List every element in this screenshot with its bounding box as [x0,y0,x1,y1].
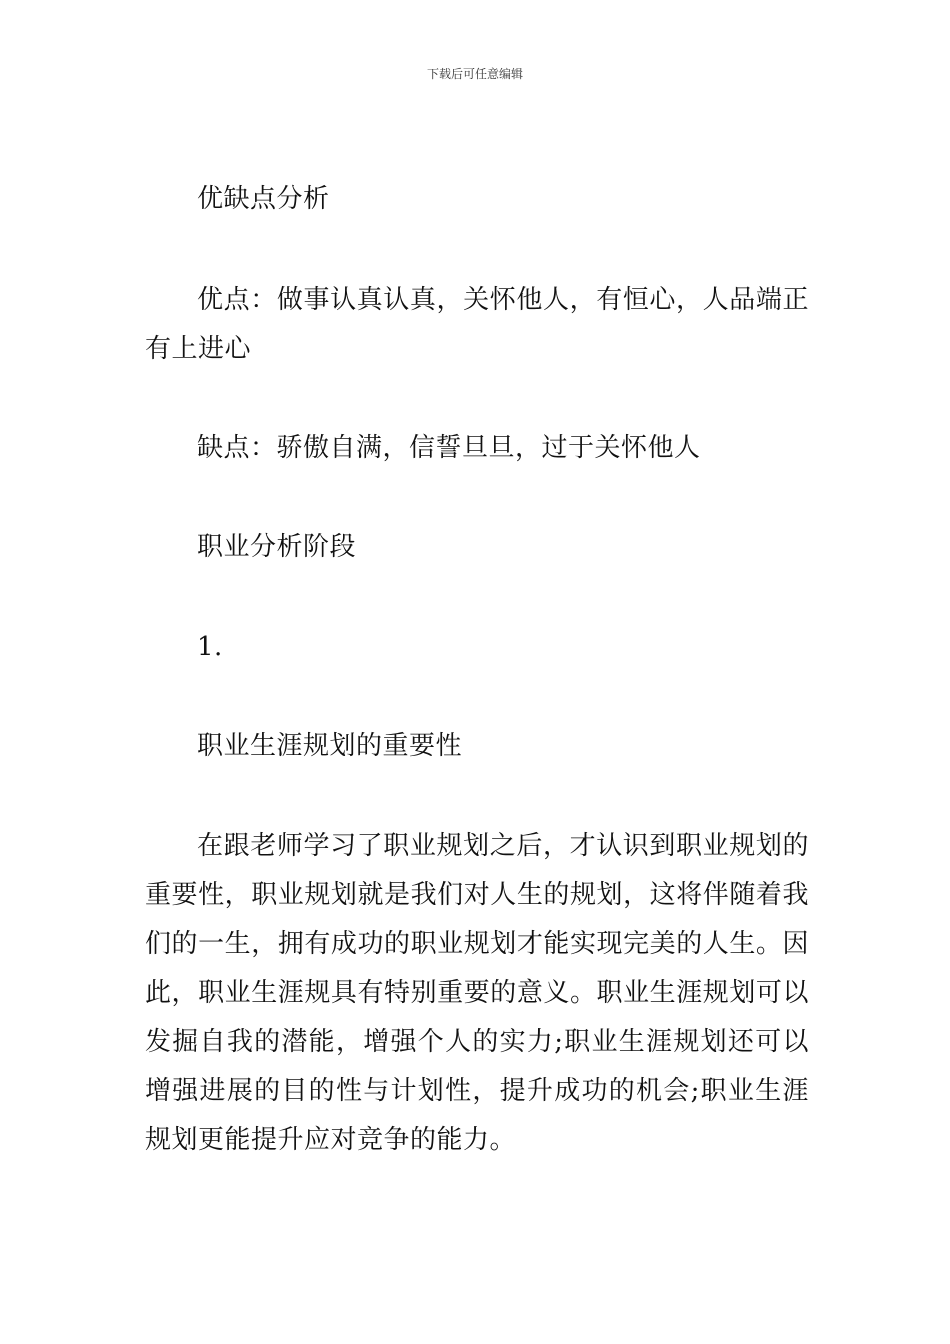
section-heading-strengths-weaknesses: 优缺点分析 [197,184,330,214]
importance-body-paragraph: 在跟老师学习了职业规划之后，才认识到职业规划的重要性，职业规划就是我们对人生的规划，这将伴随着我们的一生，拥有成功的职业规划才能实现完美的人生。因此，职业生涯规具有特别重要的意义。职业生涯规划可以发掘自我的潜能，增强个人的实力;职业生涯规划还可以增强进展的目的性与计划性，提升成功的机会;职业生涯规划更能提升应对竞争的能力。 [145,831,809,1155]
strengths-paragraph: 优点：做事认真认真，关怀他人，有恒心，人品端正有上进心 [145,285,809,364]
section-heading-career-analysis: 职业分析阶段 [197,532,357,562]
weaknesses-paragraph: 缺点：骄傲自满，信誓旦旦，过于关怀他人 [197,433,701,463]
section-heading-importance: 职业生涯规划的重要性 [197,731,463,761]
section-number: 1. [197,632,223,662]
page-header-note: 下载后可任意编辑 [426,67,523,81]
